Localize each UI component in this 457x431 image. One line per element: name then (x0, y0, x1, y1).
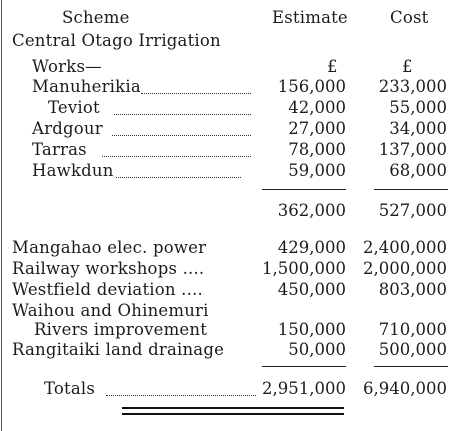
totals-estimate: 2,951,000 (262, 379, 346, 398)
row-name: Manuherikia (32, 77, 141, 96)
row-cost: 710,000 (378, 320, 447, 339)
dot-leader (106, 395, 256, 396)
row-estimate: 429,000 (277, 238, 346, 257)
row-cost: 2,400,000 (363, 238, 447, 257)
row-estimate: 42,000 (288, 98, 346, 117)
row-estimate: 150,000 (277, 320, 346, 339)
subtotal-rule-cost (374, 189, 448, 190)
left-border-line (1, 0, 2, 431)
dot-leader (116, 177, 241, 178)
dot-leader (114, 114, 251, 115)
row-estimate: 156,000 (277, 77, 346, 96)
row-estimate: 1,500,000 (262, 259, 346, 278)
row-cost: 500,000 (378, 340, 447, 359)
row-cost: 34,000 (389, 119, 447, 138)
section-subtitle: Works— (32, 57, 102, 76)
row-estimate: 27,000 (288, 119, 346, 138)
row-estimate: 78,000 (288, 140, 346, 159)
subtotal-rule-estimate (262, 189, 346, 190)
currency-estimate: £ (327, 57, 338, 76)
row-name: Ardgour (32, 119, 103, 138)
totals-rule-estimate (262, 366, 346, 367)
row-cost: 68,000 (389, 161, 447, 180)
row-name: Hawkdun (32, 161, 114, 180)
currency-cost: £ (402, 57, 413, 76)
dot-leader (112, 135, 251, 136)
totals-label: Totals (44, 379, 96, 398)
row-cost: 233,000 (378, 77, 447, 96)
row-name: Tarras (32, 140, 87, 159)
row-estimate: 59,000 (288, 161, 346, 180)
row-name: Teviot (48, 98, 100, 117)
dot-leader (141, 93, 251, 94)
header-estimate: Estimate (272, 8, 348, 27)
dot-leader (102, 156, 251, 157)
row-name: Mangahao elec. power (12, 238, 207, 257)
row-estimate: 450,000 (277, 280, 346, 299)
subtotal-cost: 527,000 (378, 201, 447, 220)
header-scheme: Scheme (62, 8, 130, 27)
row-cost: 137,000 (378, 140, 447, 159)
closing-double-rule (122, 407, 344, 415)
row-name: Railway workshops .... (12, 259, 205, 278)
row-cost: 2,000,000 (363, 259, 447, 278)
row-cost: 55,000 (389, 98, 447, 117)
row-name: Rangitaiki land drainage (12, 340, 225, 359)
row-name: Westfield deviation .... (12, 280, 203, 299)
section-title: Central Otago Irrigation (12, 31, 221, 50)
row-name-line1: Waihou and Ohinemuri (12, 301, 209, 320)
totals-cost: 6,940,000 (363, 379, 447, 398)
row-estimate: 50,000 (288, 340, 346, 359)
subtotal-estimate: 362,000 (277, 201, 346, 220)
header-cost: Cost (390, 8, 429, 27)
totals-rule-cost (374, 366, 448, 367)
row-name-line2: Rivers improvement (34, 320, 208, 339)
row-cost: 803,000 (378, 280, 447, 299)
